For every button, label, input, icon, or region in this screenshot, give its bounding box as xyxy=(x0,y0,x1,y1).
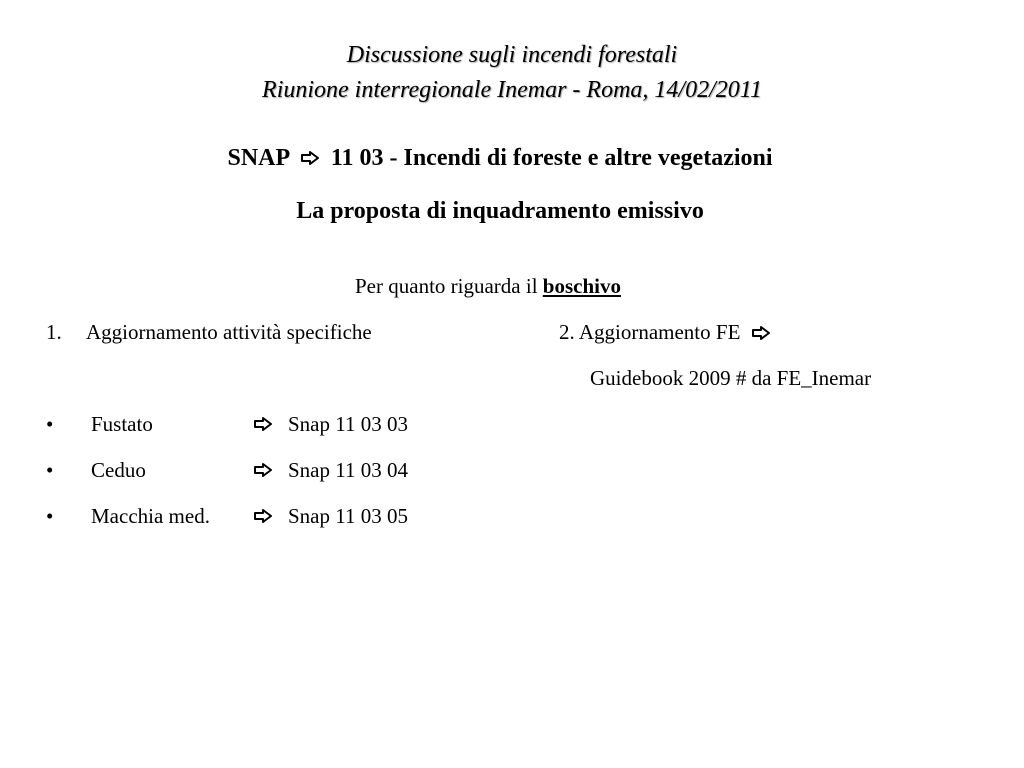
right-heading-text: 2. Aggiornamento FE xyxy=(559,320,741,344)
right-arrow-icon xyxy=(301,151,319,165)
header-title: Discussione sugli incendi forestali xyxy=(346,42,678,68)
right-detail: Guidebook 2009 # da FE_Inemar xyxy=(590,366,872,390)
right-arrow-icon xyxy=(254,463,272,477)
right-arrow-icon xyxy=(254,509,272,523)
left-heading: Aggiornamento attività specifiche xyxy=(86,320,372,344)
right-heading xyxy=(559,319,776,345)
list-item-code: Snap 11 03 04 xyxy=(288,458,408,482)
list-item-bullet: • xyxy=(46,504,54,528)
list-item-label: Macchia med. xyxy=(91,504,210,528)
intro-line xyxy=(355,273,621,299)
list-item-bullet: • xyxy=(46,412,54,436)
list-item-label: Ceduo xyxy=(91,458,146,482)
list-item-code: Snap 11 03 03 xyxy=(288,412,408,436)
right-arrow-icon xyxy=(254,417,272,431)
snap-prefix: SNAP xyxy=(227,145,289,171)
snap-description: 11 03 - Incendi di foreste e altre vegetazioni xyxy=(330,145,773,171)
intro-prefix: Per quanto riguarda il xyxy=(355,274,538,298)
list-item-code: Snap 11 03 05 xyxy=(288,504,408,528)
list-item-bullet: • xyxy=(46,458,54,482)
intro-emphasis: boschivo xyxy=(542,274,621,298)
list-item-label: Fustato xyxy=(91,412,153,436)
snap-title xyxy=(0,143,1000,173)
page-subtitle: La proposta di inquadramento emissivo xyxy=(296,198,704,224)
header-subtitle: Riunione interregionale Inemar - Roma, 14/02/2011 xyxy=(262,77,762,103)
right-arrow-icon xyxy=(752,326,770,340)
left-number: 1. xyxy=(46,320,62,344)
